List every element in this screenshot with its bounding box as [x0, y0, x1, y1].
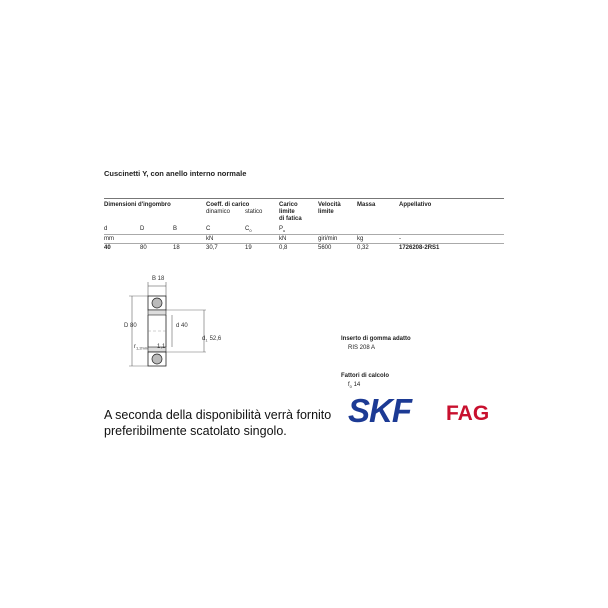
symbol-d: d — [104, 226, 108, 232]
data-rule — [104, 243, 504, 244]
symbol-Pu: $P_u$ — [279, 226, 286, 234]
header-dimensions: Dimensioni d'ingombro — [104, 202, 171, 208]
insert-value: RIS 208 A — [348, 345, 376, 351]
table-title: Cuscinetti Y, con anello interno normale — [104, 169, 247, 178]
value-speed: 5600 — [318, 245, 332, 251]
value-C: 30,7 — [206, 245, 218, 251]
label-r: $r_{1,2min}$ — [134, 344, 149, 351]
units-rule — [104, 234, 504, 235]
label-r-value: 1,1 — [157, 344, 166, 350]
value-C0: 19 — [245, 245, 252, 251]
symbol-B: B — [173, 226, 178, 232]
bearing-cross-section-drawing — [118, 268, 228, 388]
label-d: d 40 — [176, 323, 188, 329]
unit-mass: kg — [357, 236, 364, 242]
ball-lower — [152, 354, 162, 364]
availability-note — [104, 407, 331, 439]
table-top-rule — [104, 198, 504, 199]
label-D: D 80 — [124, 323, 137, 329]
factor-f0: $f_0$ 14 — [348, 382, 361, 390]
header-speed-1: Velocità — [318, 202, 341, 208]
unit-speed: giri/min — [318, 236, 338, 242]
fag-logo: FAG — [446, 402, 490, 425]
header-fatigue-3: di fatica — [279, 216, 302, 222]
availability-line-2: preferibilmente scatolato singolo. — [104, 424, 287, 438]
symbol-D: D — [140, 226, 145, 232]
header-load-dynamic: dinamico — [206, 209, 231, 215]
value-d: 40 — [104, 245, 111, 251]
symbol-C: C — [206, 226, 211, 232]
symbol-C0: $C_0$ — [245, 226, 252, 234]
value-D: 80 — [140, 245, 147, 251]
unit-kN-Pu: kN — [279, 236, 287, 242]
availability-line-1: A seconda della disponibilità verrà fornito — [104, 408, 332, 422]
header-fatigue-2: limite — [279, 209, 295, 215]
inner-ring-upper — [148, 310, 166, 315]
value-designation: 1726208-2RS1 — [399, 245, 440, 251]
insert-title: Inserto di gomma adatto — [341, 336, 411, 342]
label-B: B 18 — [152, 276, 165, 282]
skf-logo: SKF — [348, 392, 411, 429]
header-designation: Appellativo — [399, 202, 432, 208]
label-d1: $d_1$ 52,6 — [202, 336, 222, 343]
ball-upper — [152, 298, 162, 308]
value-Pu: 0,8 — [279, 245, 288, 251]
header-mass: Massa — [357, 202, 376, 208]
factors-title: Fattori di calcolo — [341, 373, 390, 379]
unit-designation: - — [399, 236, 401, 242]
header-load-coefficient: Coeff. di carico — [206, 202, 250, 208]
unit-kN-C: kN — [206, 236, 214, 242]
value-mass: 0,32 — [357, 245, 369, 251]
header-load-static: statico — [245, 209, 263, 215]
unit-mm: mm — [104, 236, 114, 242]
value-B: 18 — [173, 245, 180, 251]
header-fatigue-1: Carico — [279, 202, 298, 208]
header-speed-2: limite — [318, 209, 334, 215]
